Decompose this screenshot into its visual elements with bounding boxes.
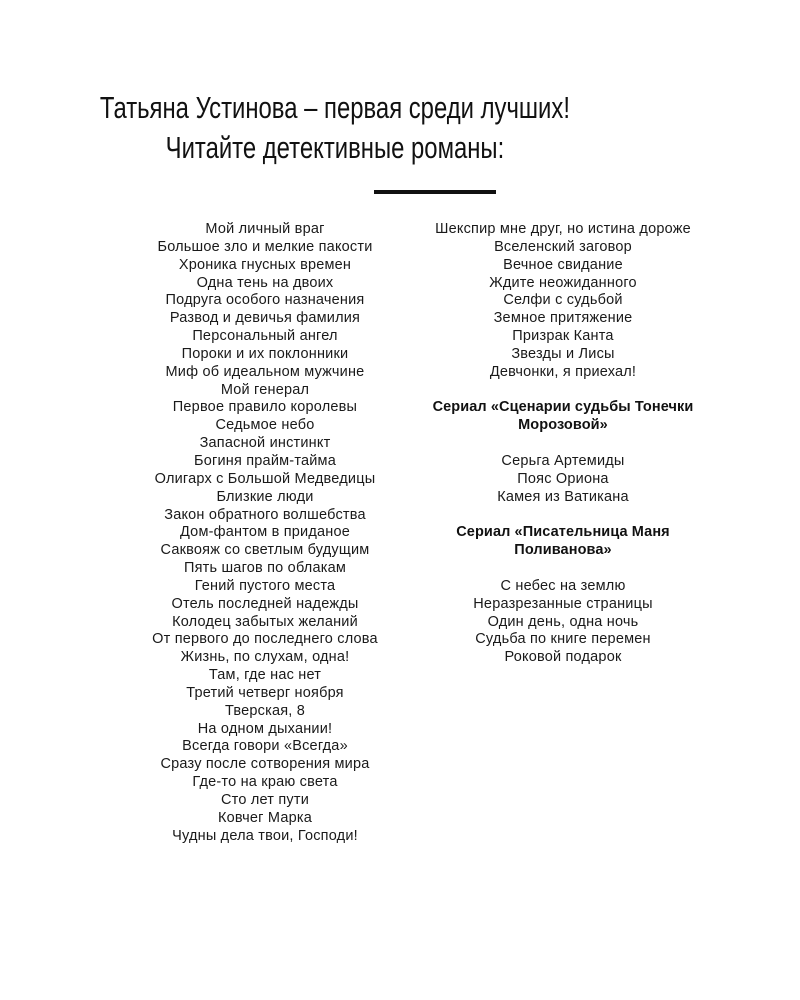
- book-title: Земное притяжение: [493, 310, 633, 327]
- book-title: Неразрезанные страницы: [473, 595, 653, 612]
- book-title: Хроника гнусных времен: [178, 256, 352, 273]
- book-title: Саквояж со светлым будущим: [160, 542, 370, 559]
- book-title: Близкие люди: [216, 488, 314, 505]
- heading-divider: [374, 190, 496, 194]
- book-title: Развод и девичья фамилия: [169, 310, 361, 327]
- book-title: Мой личный враг: [205, 221, 325, 237]
- series-heading-manya-polivanova: Сериал «Писательница Маня Поливанова»: [456, 524, 670, 559]
- book-title: Сразу после сотворения мира: [160, 756, 370, 773]
- book-title: Олигарх с Большой Медведицы: [154, 470, 376, 487]
- book-title: Одна тень на двоих: [196, 274, 334, 291]
- book-title: Всегда говори «Всегда»: [182, 738, 348, 755]
- book-title: Закон обратного волшебства: [164, 506, 366, 523]
- book-title: На одном дыхании!: [197, 720, 333, 737]
- book-title: Чудны дела твои, Господи!: [172, 827, 358, 844]
- book-title: Подруга особого назначения: [165, 292, 365, 309]
- book-title: Мой генерал: [220, 381, 310, 398]
- book-title: Первое правило королевы: [172, 399, 358, 416]
- book-title: Тверская, 8: [224, 702, 306, 719]
- series-heading-tonechka-morozova: Сериал «Сценарии судьбы Тонечки Морозовой»: [432, 399, 694, 434]
- book-title: Третий четверг ноября: [186, 684, 344, 701]
- book-title: Вселенский заговор: [494, 238, 632, 255]
- heading-line-1: Татьяна Устинова – первая среди лучших!: [99, 90, 570, 125]
- book-title: От первого до последнего слова: [152, 631, 378, 648]
- book-title: Большое зло и мелкие пакости: [157, 238, 373, 255]
- book-title: Ждите неожиданного: [489, 274, 637, 291]
- book-title: Селфи с судьбой: [503, 292, 623, 309]
- book-title: Там, где нас нет: [208, 667, 322, 684]
- book-title: Звезды и Лисы: [511, 345, 615, 362]
- book-title: Вечное свидание: [503, 256, 623, 273]
- book-title: Роковой подарок: [504, 649, 622, 666]
- book-title: Девчонки, я приехал!: [489, 363, 637, 380]
- page-heading: [0, 88, 670, 168]
- book-title: Ковчег Марка: [218, 809, 312, 826]
- book-title: Дом-фантом в приданое: [180, 524, 350, 541]
- heading-line-2: Читайте детективные романы:: [165, 130, 505, 165]
- book-title: Седьмое небо: [215, 417, 315, 434]
- book-title: Миф об идеальном мужчине: [165, 363, 365, 380]
- book-title: С небес на землю: [500, 577, 626, 594]
- book-title: Колодец забытых желаний: [172, 613, 358, 630]
- book-title: Где-то на краю света: [192, 774, 338, 791]
- book-title: Пояс Ориона: [517, 470, 609, 487]
- book-title: Сто лет пути: [221, 792, 309, 808]
- book-title: Один день, одна ночь: [487, 613, 639, 630]
- book-title: Пороки и их поклонники: [181, 345, 349, 362]
- book-title: Пять шагов по облакам: [183, 560, 347, 577]
- book-title: Призрак Канта: [512, 328, 614, 345]
- book-title: Камея из Ватикана: [497, 488, 629, 505]
- book-title: Запасной инстинкт: [199, 435, 331, 452]
- book-title: Шекспир мне друг, но истина дороже: [435, 221, 691, 237]
- book-title: Серьга Артемиды: [501, 452, 625, 469]
- book-title: Богиня прайм-тайма: [193, 452, 336, 469]
- book-title: Жизнь, по слухам, одна!: [180, 649, 350, 666]
- book-title: Судьба по книге перемен: [475, 631, 651, 648]
- right-column-book-list: [421, 221, 705, 667]
- book-title: Персональный ангел: [192, 328, 338, 345]
- book-title: Гений пустого места: [194, 577, 336, 594]
- book-title: Отель последней надежды: [171, 595, 359, 612]
- left-column-book-list: [127, 221, 403, 846]
